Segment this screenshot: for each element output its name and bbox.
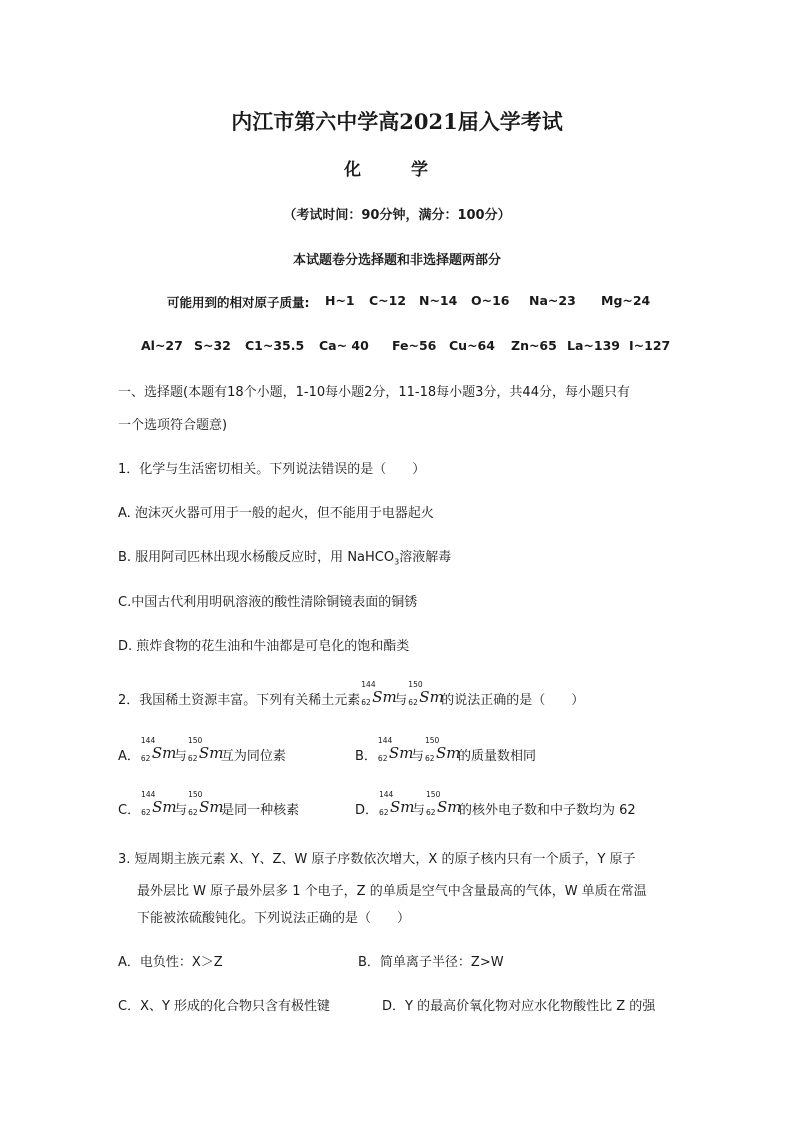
isotope-sm-144: 144 62 Sm: [377, 736, 414, 763]
question-3-stem-cont: 最外层比 W 原子最外层多 1 个电子，Z 的单质是空气中含量最高的气体，W 单质在常温: [137, 884, 647, 899]
isotope-sm-150: 150 62 Sm: [424, 736, 461, 763]
isotope-sm-150: 150 62 Sm: [187, 736, 224, 763]
q3-option-a: A．电负性：X＞Z: [118, 955, 223, 970]
atomic-mass: La~139: [567, 338, 620, 353]
isotope-sm-144: 144 62 Sm: [361, 680, 397, 707]
atomic-mass: H~1: [325, 293, 355, 308]
q2-option-b: B． 144 62 Sm 与 150 62 Sm 的质量数相同: [355, 736, 536, 764]
isotope-sm-144: 144 62 Sm: [141, 790, 177, 817]
isotope-sm-144: 144 62 Sm: [140, 736, 177, 763]
isotope-sm-150: 150 62 Sm: [188, 790, 224, 817]
q1-option-c: C.中国古代利用明矾溶液的酸性清除铜镜表面的铜锈: [118, 595, 418, 610]
exam-title: 内江市第六中学高2021届入学考试: [231, 109, 563, 134]
q3-option-c: C．X、Y 形成的化合物只含有极性键: [118, 999, 331, 1014]
q2-option-d: D． 144 62 Sm 与 150 62 Sm 的核外电子数和中子数均为 62: [355, 790, 636, 818]
q3-option-b: B．简单离子半径：Z>W: [358, 955, 504, 970]
atomic-mass: C~12: [369, 293, 407, 308]
isotope-sm-150: 150 62 Sm: [426, 790, 462, 817]
q1-option-d: D. 煎炸食物的花生油和牛油都是可皂化的饱和酯类: [118, 639, 410, 654]
atomic-mass: I~127: [629, 338, 671, 353]
atomic-mass: C1~35.5: [245, 338, 305, 353]
section-instructions-cont: 一个选项符合题意): [118, 418, 228, 433]
atomic-mass: N~14: [419, 293, 458, 308]
atomic-mass: Zn~65: [511, 338, 557, 353]
q2-option-a: A． 144 62 Sm 与 150 62 Sm 互为同位素: [118, 736, 286, 764]
atomic-mass: S~32: [194, 338, 231, 353]
q1-option-b: B. 服用阿司匹林出现水杨酸反应时，用 NaHCO$_3$溶液解毒: [118, 550, 452, 567]
question-1-stem: 1．化学与生活密切相关。下列说法错误的是（ ）: [118, 462, 426, 477]
atomic-mass-label: 可能用到的相对原子质量:: [167, 295, 310, 310]
section-instructions: 一、选择题(本题有18个小题，1-10每小题2分，11-18每小题3分，共44分，每小题只有: [118, 385, 630, 400]
atomic-mass: Mg~24: [601, 293, 651, 308]
question-3-stem: 3. 短周期主族元素 X、Y、Z、W 原子序数依次增大，X 的原子核内只有一个质子，Y 原子: [118, 852, 636, 867]
atomic-mass: Al~27: [141, 338, 183, 353]
isotope-sm-144: 144 62 Sm: [379, 790, 415, 817]
subject-title: 化 学: [344, 160, 450, 180]
exam-info: （考试时间：90分钟，满分：100分）: [283, 208, 511, 223]
paper-structure: 本试题卷分选择题和非选择题两部分: [292, 253, 501, 268]
atomic-mass: O~16: [471, 293, 510, 308]
q3-option-d: D．Y 的最高价氧化物对应水化物酸性比 Z 的强: [382, 999, 656, 1014]
q1-option-a: A. 泡沫灭火器可用于一般的起火，但不能用于电器起火: [118, 506, 434, 521]
isotope-sm-150: 150 62 Sm: [408, 680, 444, 707]
atomic-mass: Ca~ 40: [319, 338, 369, 353]
q2-option-c: C． 144 62 Sm 与 150 62 Sm 是同一种核素: [118, 790, 300, 818]
question-3-stem-cont: 下能被浓硫酸钝化。下列说法正确的是（ ）: [137, 911, 411, 926]
atomic-mass: Cu~64: [449, 338, 495, 353]
question-2-stem: 2．我国稀土资源丰富。下列有关稀土元素 144 62 Sm 与 150 62 Sm 的说法正确的是（ ）: [118, 680, 585, 708]
atomic-mass: Na~23: [529, 293, 576, 308]
atomic-mass: Fe~56: [392, 338, 437, 353]
